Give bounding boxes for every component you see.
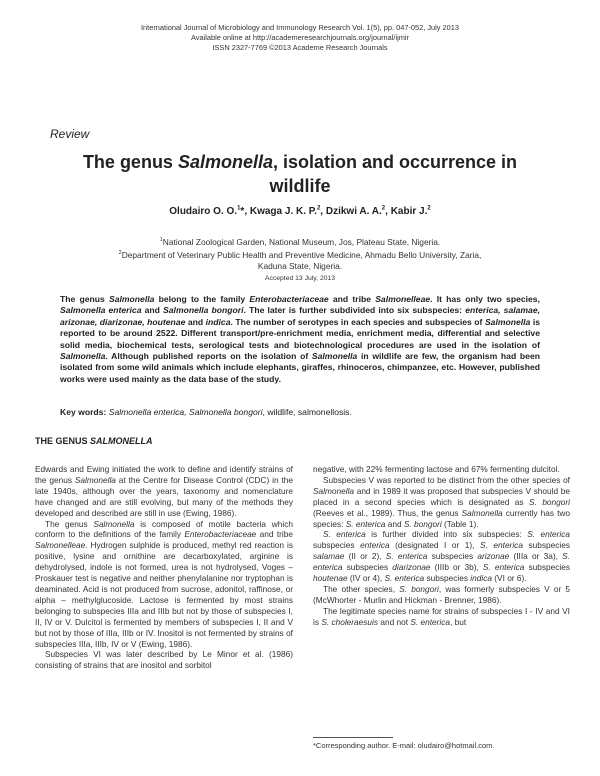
text-run: and tribe [328, 294, 376, 304]
italic-text-run: Enterobacteriaceae [184, 529, 257, 540]
text-run: and [185, 316, 206, 327]
text-run: The genus [45, 518, 94, 529]
text-run: The legitimate species name for strains of subspecies I - IV and VI is [313, 605, 570, 627]
italic-text-run: Salmonella [93, 518, 135, 529]
italic-text-run: indica [470, 573, 492, 584]
affiliation-2: $^2$Department of Veterinary Public Health and Preventive Medicine, Ahmadu Bello University, Zaria, [118, 249, 482, 260]
keywords: Key words: Salmonella enterica, Salmonella bongori, wildlife, salmonellosis. [60, 407, 352, 417]
text-run: (II or 2), [344, 551, 386, 562]
text-run: (VI or 6). [491, 573, 527, 584]
left-column [35, 464, 293, 671]
text-run: The genus [60, 294, 109, 304]
paragraph [313, 475, 570, 530]
italic-text-run: Salmonella [109, 294, 155, 304]
text-run: is composed of motile bacteria which conform to the definitions of the family [35, 518, 294, 540]
text-run: Subspecies V was reported to be distinct from the other species of [323, 474, 570, 485]
paragraph [35, 649, 293, 671]
text-run: is reported to be around 2522. Different transport/pre-enrichment media, enrichment media, differential and selective solid media, biochemical tests, serological tests and biotechnological procedures are used in the isolation of [60, 316, 540, 350]
italic-text-run: S. bongori [529, 496, 570, 507]
text-run: negative, with 22% fermenting lactose and 67% fermenting dulcitol. [313, 464, 560, 474]
italic-text-run: S. bongori [403, 518, 442, 529]
footnote-divider [313, 737, 393, 738]
italic-text-run: S. enterica [482, 562, 525, 573]
italic-text-run: S. bongori [399, 583, 439, 594]
article-title: The genus Salmonella, isolation and occurrence in wildlife [82, 152, 518, 196]
text-run: Subspecies VI was later described by Le Minor et al. (1986) consisting of strains that are inositol and sorbitol [35, 649, 293, 671]
text-run: and [385, 518, 404, 529]
text-run: (IIIb or 3b), [430, 562, 483, 573]
author: Kwaga J. K. P.$^2$, [249, 206, 326, 218]
text-run: The other species, [323, 583, 400, 594]
italic-text-run: Salmonella [484, 316, 531, 327]
text-run: , but [450, 616, 467, 627]
author: Oludairo O. O.$^1$*, [169, 206, 250, 218]
text-run: Edwards and Ewing initiated the work to define and identify strains of the genus [35, 464, 293, 485]
text-run: . It has only two species, [430, 294, 540, 304]
italic-text-run: S. enterica [345, 518, 386, 529]
text-run: (Reeves et al., 1989). Thus, the genus [313, 507, 462, 518]
abstract [60, 294, 540, 385]
italic-text-run: enterica [360, 540, 390, 551]
italic-text-run: Salmonella bongori [163, 305, 244, 316]
text-run: and [141, 305, 164, 316]
text-run: , was formerly subspecies V or 5 (McWhorter - Murlin and Hickman - Brenner, 1986). [313, 583, 571, 605]
italic-text-run: Salmonella [74, 474, 116, 485]
text-run: subspecies [427, 551, 478, 562]
italic-text-run: diarizonae [392, 562, 431, 573]
journal-url: Available online at http://academeresearchjournals.org/journal/ijmir [190, 33, 409, 42]
italic-text-run: S. enterica [385, 551, 428, 562]
italic-text-run: Salmonella [313, 485, 355, 496]
text-run: is further divided into six subspecies: [365, 529, 528, 540]
italic-text-run: Salmonelleae [375, 294, 431, 304]
affiliation-1: $^1$National Zoological Garden, National Museum, Jos, Plateau State, Nigeria. [159, 236, 441, 247]
text-run: (Table 1). [441, 518, 479, 529]
journal-header [0, 23, 600, 53]
paragraph [313, 529, 570, 584]
text-run: . The later is further subdivided into six subspecies: [243, 305, 466, 316]
italic-text-run: Enterobacteriaceae [249, 294, 329, 304]
italic-text-run: Salmonelleae [35, 540, 86, 551]
text-run: and tribe [256, 529, 293, 540]
text-run: subspecies [342, 562, 393, 573]
article-type: Review [50, 127, 90, 141]
italic-text-run: S. enterica [323, 529, 366, 540]
text-run: . Although published reports on the isolation of [105, 351, 312, 362]
text-run: subspecies [522, 540, 570, 551]
text-run: and in 1989 it was proposed that subspecies V should be placed in a second species which is designated as [313, 485, 570, 507]
text-run: (IV or 4), [347, 573, 385, 584]
section-heading: THE GENUS SALMONELLA [35, 436, 153, 446]
author: Kabir J.$^2$ [390, 206, 431, 218]
text-run: belong to the family [154, 294, 250, 304]
paragraph [35, 464, 293, 519]
corresponding-author-footnote: *Corresponding author. E-mail: oludairo@hotmail.com. [313, 741, 495, 750]
text-run: (IIIa or 3a), [509, 551, 563, 562]
right-column [313, 464, 570, 628]
italic-text-run: S. choleraesuis [321, 616, 379, 627]
text-run: . The number of serotypes in each species and subspecies of [230, 316, 485, 327]
italic-text-run: Salmonella [311, 351, 358, 362]
italic-text-run: salamae [313, 551, 345, 562]
italic-text-run: S. enterica [527, 529, 570, 540]
text-run: (designated I or 1), [389, 540, 481, 551]
paragraph [35, 519, 293, 650]
text-run: subspecies [424, 573, 471, 584]
text-run: at the Centre for Disease Control (CDC) in the late 1940s, although over the years, taxonomy and nomenclature have changed and are still evolving, but many of the methods they developed and described are still in use (Ewing, 1986). [35, 474, 293, 518]
italic-text-run: indica [205, 316, 231, 327]
italic-text-run: S. enterica [384, 573, 425, 584]
paragraph [313, 464, 570, 475]
italic-text-run: arizonae [477, 551, 510, 562]
author-list [60, 206, 540, 217]
text-run: currently has two species: [313, 507, 570, 529]
journal-issn: ISSN 2327-7769 ©2013 Academe Research Journals [212, 43, 388, 52]
italic-text-run: enterica, salamae, arizonae, diarizonae, houtenae [60, 305, 540, 327]
paragraph [313, 606, 570, 628]
text-run: subspecies [313, 540, 361, 551]
italic-text-run: S. enterica [480, 540, 523, 551]
italic-text-run: Salmonella [461, 507, 503, 518]
italic-text-run: Salmonella enterica [60, 305, 142, 316]
text-run: . Hydrogen sulphide is produced, methyl red reaction is positive, lysine and ornithine are decarboxylated, arginine is dehydrolysed, indole is not formed, urea is not hydrolysed, Voges – Proskauer test is negative and neither phenylalanine nor tryptophan is deaminated. Acid is not produced from sucrose, adonitol, raffinose, or alpha – methylglucoside. Lactose is fermented by most strains belonging to subspecies IIIa and IIIb but not by those of subspecies I, II, IV or V. Dulcitol is fermented by members of subspecies I, II and V but not by those of IIIa, IIIb or IV. Inositol is not fermented by strains of subspecies IIIa, IIIb, IV or V (Ewing, 1986). [35, 540, 293, 649]
affiliations: $^1$National Zoological Garden, National Museum, Jos, Plateau State, Nigeria. $^2$Department of Veterinary Public Health and Preventive Medicine, Ahmadu Bello University, Zaria, Kaduna State, Nigeria. [80, 235, 520, 272]
journal-citation: International Journal of Microbiology and Immunology Research Vol. 1(5), pp. 047-052, July 2013 [141, 23, 459, 32]
italic-text-run: S. enterica [313, 551, 570, 573]
italic-text-run: Salmonella [60, 351, 106, 362]
italic-text-run: houtenae [313, 573, 348, 584]
italic-text-run: S. enterica [410, 616, 451, 627]
text-run: in wildlife are few, the organism had been isolated from some wild animals which include elephants, giraffes, rhinoceros, chimpanzee, etc. However, published works were used mainly as the data base of the study. [60, 351, 540, 384]
author: Dzikwi A. A.$^2$, [325, 206, 391, 218]
text-run: and not [378, 616, 411, 627]
paragraph [313, 584, 570, 606]
accepted-date: Accepted 13 July, 2013 [264, 275, 336, 282]
text-run: subspecies [524, 562, 570, 573]
